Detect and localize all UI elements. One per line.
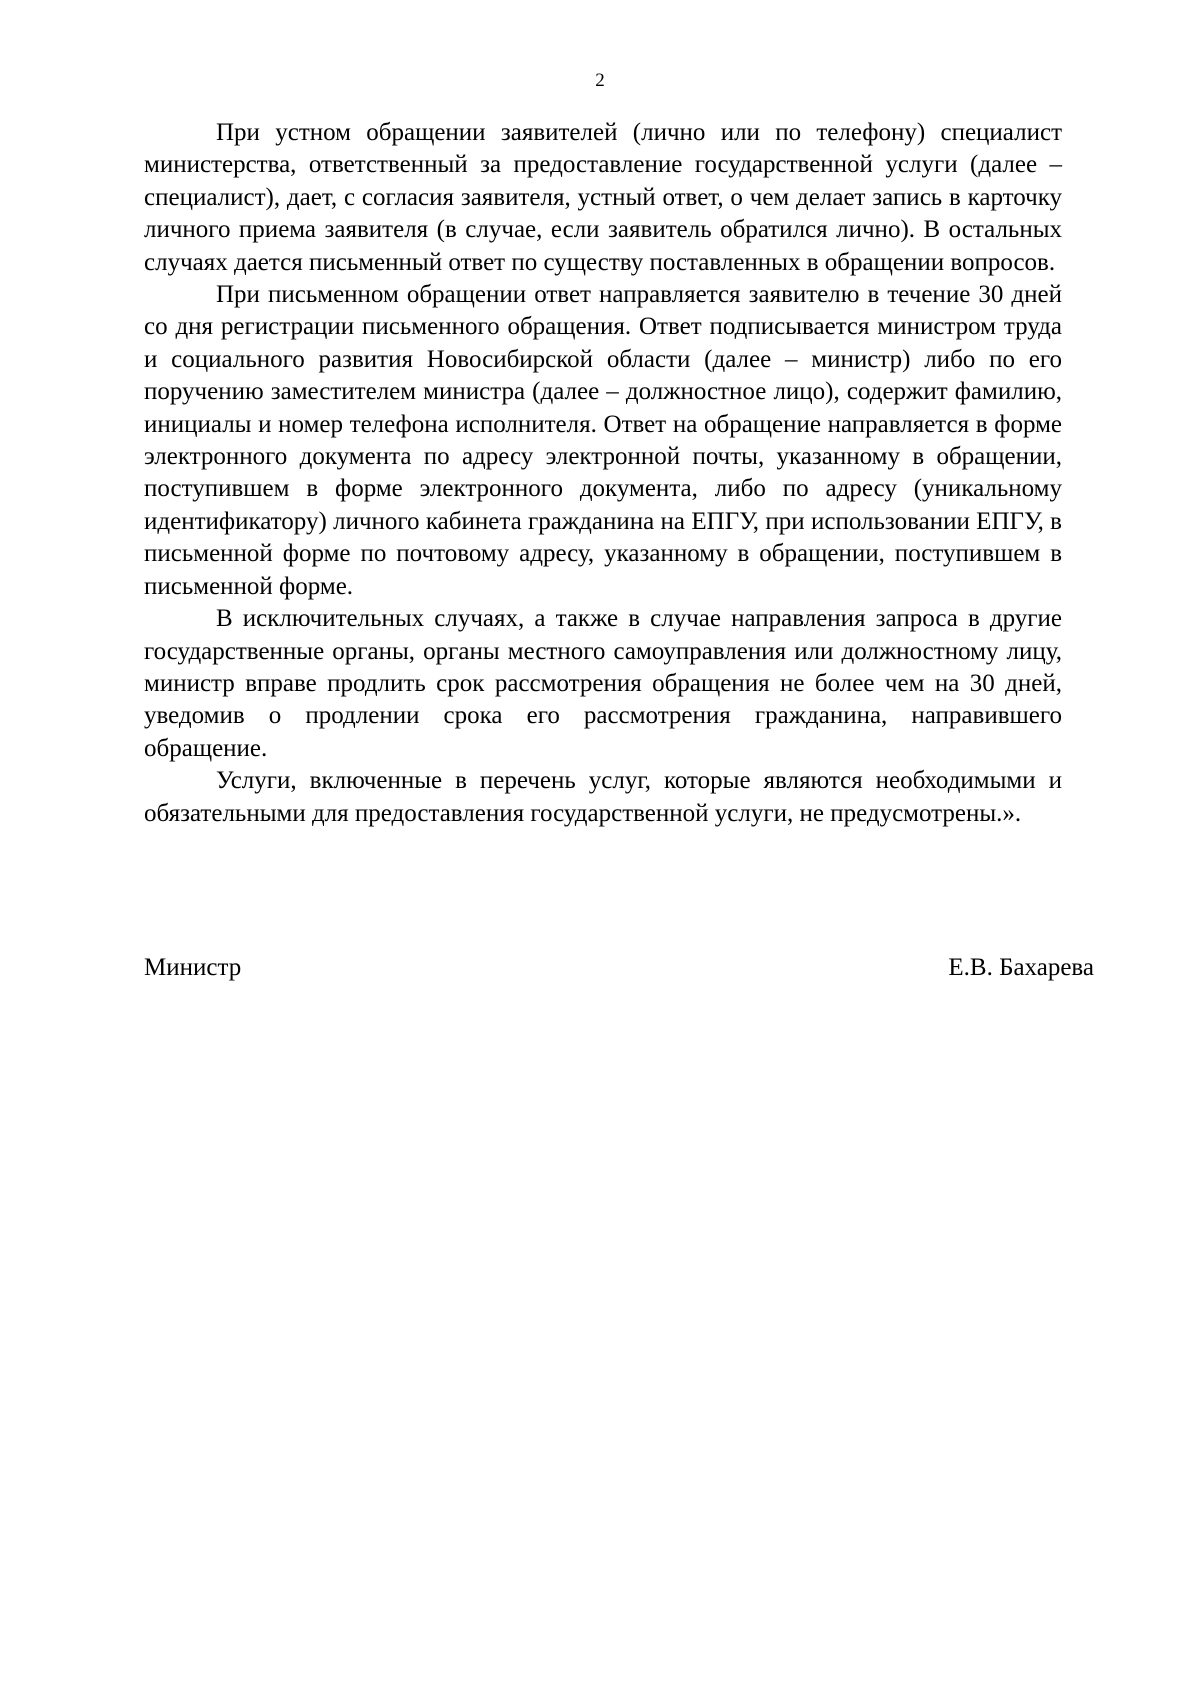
paragraph-written-appeal: При письменном обращении ответ направляется заявителю в течение 30 дней со дня регистрации письменного обращения. Ответ подписывается министром труда и социального развития Новосибирской области (далее – министр) либо по его поручению заместителем министра (далее – должностное лицо), содержит фамилию, инициалы и номер телефона исполнителя. Ответ на обращение направляется в форме электронного документа по адресу электронной почты, указанному в обращении, поступившем в форме электронного документа, либо по адресу (уникальному идентификатору) личного кабинета гражданина на ЕПГУ, при использовании ЕПГУ, в письменной форме по почтовому адресу, указанному в обращении, поступившем в письменной форме. [144,281,1062,600]
signatory-name: Е.В. Бахарева [948,954,1094,981]
signatory-title: Министр [144,954,242,981]
document-body [144,117,1062,830]
paragraph-oral-appeal: При устном обращении заявителей (лично или по телефону) специалист министерства, ответственный за предоставление государственной услуги (далее – специалист), дает, с согласия заявителя, устный ответ, о чем делает запись в карточку личного приема заявителя (в случае, если заявитель обратился лично). В остальных случаях дается письменный ответ по существу поставленных в обращении вопросов. [144,119,1062,276]
paragraph-exceptional-cases: В исключительных случаях, а также в случае направления запроса в другие государственные органы, органы местного самоуправления или должностному лицу, министр вправе продлить срок рассмотрения обращения не более чем на 30 дней, уведомив о продлении срока его рассмотрения гражданина, направившего обращение. [144,605,1062,762]
page-number: 2 [595,70,605,91]
paragraph-services-list: Услуги, включенные в перечень услуг, которые являются необходимыми и обязательными для предоставления государственной услуги, не предусмотрены.». [144,767,1062,827]
